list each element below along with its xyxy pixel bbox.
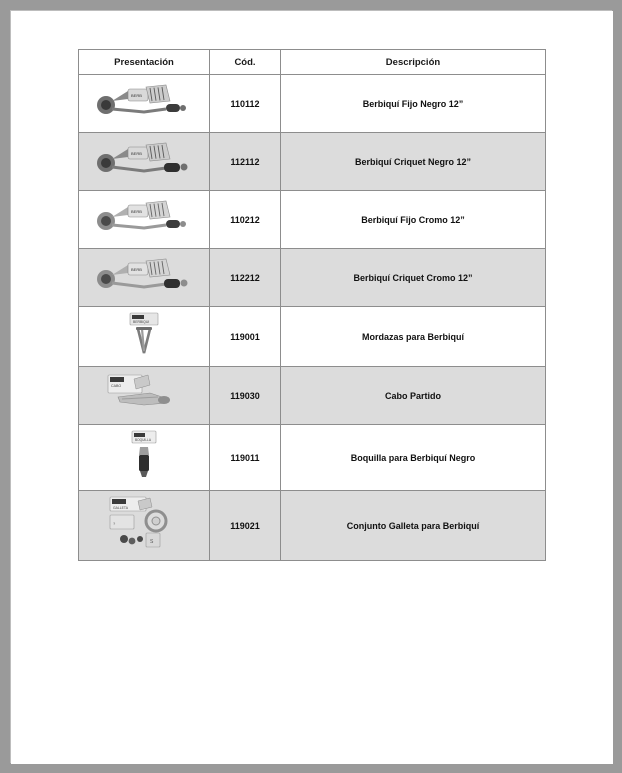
column-header-presentation: Presentación — [79, 50, 210, 75]
table-row — [79, 133, 546, 191]
product-code: 119030 — [210, 367, 281, 425]
product-code: 110112 — [210, 75, 281, 133]
svg-text:CABO: CABO — [111, 384, 122, 388]
product-image-cell — [79, 307, 210, 367]
split-handle-photo — [104, 371, 184, 415]
product-image-cell — [79, 367, 210, 425]
product-code: 110212 — [210, 191, 281, 249]
table-row — [79, 307, 546, 367]
page-shadow — [10, 10, 612, 763]
svg-text:BOQUILLA: BOQUILLA — [135, 438, 151, 442]
product-description: Berbiquí Criquet Negro 12” — [281, 133, 546, 191]
brace-drill-black-photo — [88, 79, 200, 123]
black-chuck-nozzle-photo — [122, 429, 166, 481]
product-description: Cabo Partido — [281, 367, 546, 425]
table-header — [79, 50, 546, 75]
product-image-cell — [79, 191, 210, 249]
product-description: Mordazas para Berbiquí — [281, 307, 546, 367]
column-header-code: Cód. — [210, 50, 281, 75]
table-row — [79, 249, 546, 307]
svg-text:GALLETA: GALLETA — [113, 506, 129, 510]
product-code: 112112 — [210, 133, 281, 191]
product-code: 112212 — [210, 249, 281, 307]
product-code: 119011 — [210, 425, 281, 491]
ratchet-assembly-kit-photo — [104, 495, 184, 551]
product-image-cell — [79, 133, 210, 191]
brace-drill-ratchet-black-photo — [88, 137, 200, 181]
product-description: Berbiquí Criquet Cromo 12” — [281, 249, 546, 307]
table-row — [79, 367, 546, 425]
table-row — [79, 425, 546, 491]
brace-drill-chrome-photo — [88, 195, 200, 239]
table-row — [79, 75, 546, 133]
svg-text:BERB: BERB — [131, 93, 142, 98]
product-description: Berbiquí Fijo Cromo 12” — [281, 191, 546, 249]
drill-chuck-jaws-photo — [118, 311, 170, 357]
svg-text:S: S — [150, 539, 154, 545]
product-description: Conjunto Galleta para Berbiquí — [281, 491, 546, 561]
product-image-cell — [79, 75, 210, 133]
product-code: 119021 — [210, 491, 281, 561]
table-row — [79, 191, 546, 249]
svg-text:?: ? — [113, 521, 116, 526]
product-image-cell — [79, 425, 210, 491]
svg-text:BERB: BERB — [131, 267, 142, 272]
table-body — [79, 75, 546, 561]
svg-text:BERB: BERB — [131, 151, 142, 156]
product-description: Berbiquí Fijo Negro 12” — [281, 75, 546, 133]
table-header-row — [79, 50, 546, 75]
product-code: 119001 — [210, 307, 281, 367]
svg-text:BERB: BERB — [131, 209, 142, 214]
product-description: Boquilla para Berbiquí Negro — [281, 425, 546, 491]
product-image-cell — [79, 249, 210, 307]
product-catalog-table — [78, 49, 546, 561]
product-image-cell — [79, 491, 210, 561]
column-header-description: Descripción — [281, 50, 546, 75]
table-row — [79, 491, 546, 561]
svg-text:BERBIQUI: BERBIQUI — [133, 320, 150, 324]
brace-drill-ratchet-chrome-photo — [88, 253, 200, 297]
document-page — [11, 11, 613, 764]
